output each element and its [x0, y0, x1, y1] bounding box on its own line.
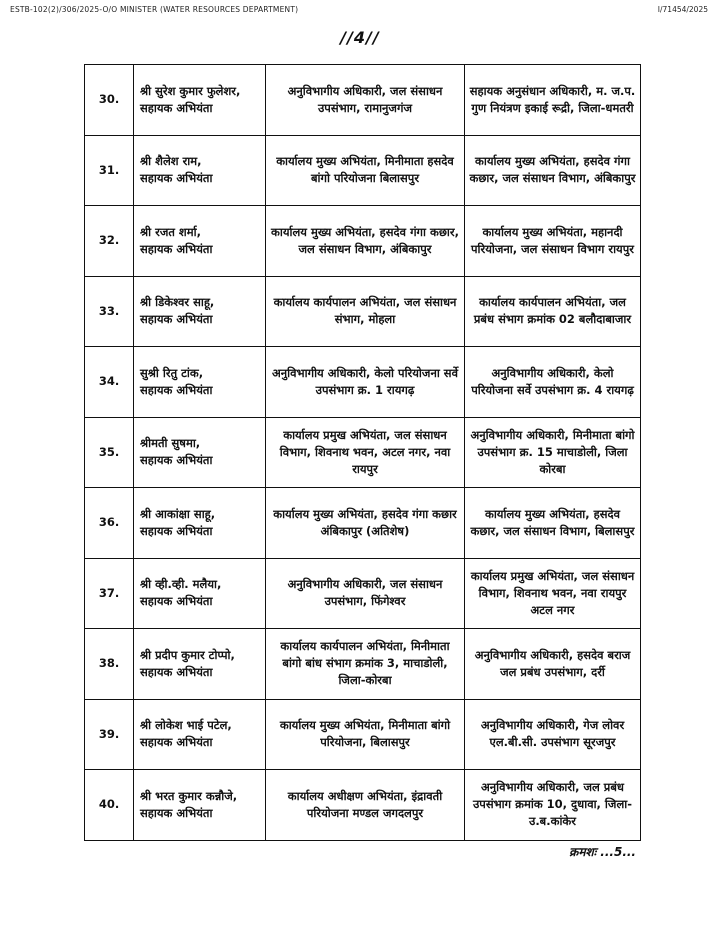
- table-row: [85, 417, 641, 488]
- officer-designation: सहायक अभियंता: [140, 664, 213, 679]
- transfer-order-table: [84, 64, 641, 841]
- table-row: [85, 770, 641, 841]
- current-posting-cell: कार्यालय कार्यपालन अभियंता, मिनीमाता बांगो बांध संभाग क्रमांक 3, माचाडोली, जिला-कोरबा: [266, 629, 465, 700]
- officer-cell: [134, 699, 266, 770]
- new-posting-cell: अनुविभागीय अधिकारी, हसदेव बराज जल प्रबंध उपसंभाग, दर्री: [465, 629, 641, 700]
- officer-name: श्री भरत कुमार कन्नौजे,: [140, 788, 238, 803]
- current-posting-cell: कार्यालय मुख्य अभियंता, मिनीमाता हसदेव बांगो परियोजना बिलासपुर: [266, 135, 465, 206]
- table-row: [85, 276, 641, 347]
- table-row: [85, 135, 641, 206]
- new-posting-cell: सहायक अनुसंधान अधिकारी, म. ज.प. गुण नियंत्रण इकाई रूद्री, जिला-धमतरी: [465, 65, 641, 136]
- officer-designation: सहायक अभियंता: [140, 100, 213, 115]
- current-posting-cell: अनुविभागीय अधिकारी, जल संसाधन उपसंभाग, रामानुजगंज: [266, 65, 465, 136]
- new-posting-cell: अनुविभागीय अधिकारी, गेज लोवर एल.बी.सी. उपसंभाग सूरजपुर: [465, 699, 641, 770]
- table-row: [85, 558, 641, 629]
- continued-note: क्रमशः ...5...: [569, 845, 636, 859]
- current-posting-cell: अनुविभागीय अधिकारी, केलो परियोजना सर्वे उपसंभाग क्र. 1 रायगढ़: [266, 347, 465, 418]
- new-posting-cell: अनुविभागीय अधिकारी, केलो परियोजना सर्वे उपसंभाग क्र. 4 रायगढ़: [465, 347, 641, 418]
- new-posting-cell: कार्यालय कार्यपालन अभियंता, जल प्रबंध संभाग क्रमांक 02 बलौदाबाजार: [465, 276, 641, 347]
- table-row: [85, 347, 641, 418]
- serial-number-cell: 33.: [85, 276, 134, 347]
- officer-cell: [134, 558, 266, 629]
- new-posting-cell: कार्यालय प्रमुख अभियंता, जल संसाधन विभाग, शिवनाथ भवन, नवा रायपुर अटल नगर: [465, 558, 641, 629]
- serial-number-cell: 40.: [85, 770, 134, 841]
- serial-number-cell: 38.: [85, 629, 134, 700]
- officer-name: श्री व्ही.व्ही. मलैया,: [140, 577, 222, 592]
- officer-name: श्री रजत शर्मा,: [140, 224, 201, 239]
- officer-designation: सहायक अभियंता: [140, 171, 213, 186]
- officer-cell: [134, 206, 266, 277]
- new-posting-cell: कार्यालय मुख्य अभियंता, हसदेव गंगा कछार, जल संसाधन विभाग, अंबिकापुर: [465, 135, 641, 206]
- table-row: [85, 206, 641, 277]
- officer-name: श्री आकांक्षा साहू,: [140, 506, 216, 521]
- officer-designation: सहायक अभियंता: [140, 735, 213, 750]
- current-posting-cell: अनुविभागीय अधिकारी, जल संसाधन उपसंभाग, फिंगेश्वर: [266, 558, 465, 629]
- officer-designation: सहायक अभियंता: [140, 312, 213, 327]
- officer-name: श्री सुरेश कुमार फुलेशर,: [140, 83, 241, 98]
- officer-name: श्री प्रदीप कुमार टोप्पो,: [140, 647, 235, 662]
- current-posting-cell: कार्यालय मुख्य अभियंता, हसदेव गंगा कछार अंबिकापुर (अतिशेष): [266, 488, 465, 559]
- serial-number-cell: 39.: [85, 699, 134, 770]
- serial-number-cell: 37.: [85, 558, 134, 629]
- officer-designation: सहायक अभियंता: [140, 382, 213, 397]
- new-posting-cell: कार्यालय मुख्य अभियंता, महानदी परियोजना, जल संसाधन विभाग रायपुर: [465, 206, 641, 277]
- officer-cell: [134, 276, 266, 347]
- serial-number-cell: 32.: [85, 206, 134, 277]
- officer-designation: सहायक अभियंता: [140, 523, 213, 538]
- officer-cell: [134, 417, 266, 488]
- officer-name: श्री लोकेश भाई पटेल,: [140, 718, 232, 733]
- serial-number-cell: 30.: [85, 65, 134, 136]
- current-posting-cell: कार्यालय मुख्य अभियंता, मिनीमाता बांगो परियोजना, बिलासपुर: [266, 699, 465, 770]
- current-posting-cell: कार्यालय कार्यपालन अभियंता, जल संसाधन संभाग, मोहला: [266, 276, 465, 347]
- officer-cell: [134, 65, 266, 136]
- page-number-mark: //4//: [340, 28, 380, 47]
- new-posting-cell: अनुविभागीय अधिकारी, जल प्रबंध उपसंभाग क्रमांक 10, दुधावा, जिला-उ.ब.कांकेर: [465, 770, 641, 841]
- officer-cell: [134, 770, 266, 841]
- officer-designation: सहायक अभियंता: [140, 594, 213, 609]
- officer-name: श्री शैलेश राम,: [140, 154, 202, 169]
- current-posting-cell: कार्यालय मुख्य अभियंता, हसदेव गंगा कछार, जल संसाधन विभाग, अंबिकापुर: [266, 206, 465, 277]
- officer-name: श्रीमती सुषमा,: [140, 436, 201, 451]
- serial-number-cell: 36.: [85, 488, 134, 559]
- table-row: [85, 629, 641, 700]
- serial-number-cell: 31.: [85, 135, 134, 206]
- file-reference: ESTB-102(2)/306/2025-O/O MINISTER (WATER RESOURCES DEPARTMENT): [10, 5, 299, 14]
- current-posting-cell: कार्यालय प्रमुख अभियंता, जल संसाधन विभाग, शिवनाथ भवन, अटल नगर, नवा रायपुर: [266, 417, 465, 488]
- officer-name: श्री डिकेश्वर साहू,: [140, 295, 215, 310]
- table-row: [85, 699, 641, 770]
- serial-number-cell: 35.: [85, 417, 134, 488]
- table-row: [85, 65, 641, 136]
- document-number: I/71454/2025: [657, 5, 708, 14]
- current-posting-cell: कार्यालय अधीक्षण अभियंता, इंद्रावती परियोजना मण्डल जगदलपुर: [266, 770, 465, 841]
- serial-number-cell: 34.: [85, 347, 134, 418]
- officer-cell: [134, 135, 266, 206]
- officer-name: सुश्री रितु टांक,: [140, 365, 204, 380]
- table-body: [85, 65, 641, 841]
- officer-designation: सहायक अभियंता: [140, 453, 213, 468]
- table-row: [85, 488, 641, 559]
- new-posting-cell: अनुविभागीय अधिकारी, मिनीमाता बांगो उपसंभाग क्र. 15 माचाडोली, जिला कोरबा: [465, 417, 641, 488]
- new-posting-cell: कार्यालय मुख्य अभियंता, हसदेव कछार, जल संसाधन विभाग, बिलासपुर: [465, 488, 641, 559]
- officer-cell: [134, 347, 266, 418]
- officer-cell: [134, 488, 266, 559]
- officer-cell: [134, 629, 266, 700]
- officer-designation: सहायक अभियंता: [140, 241, 213, 256]
- officer-designation: सहायक अभियंता: [140, 805, 213, 820]
